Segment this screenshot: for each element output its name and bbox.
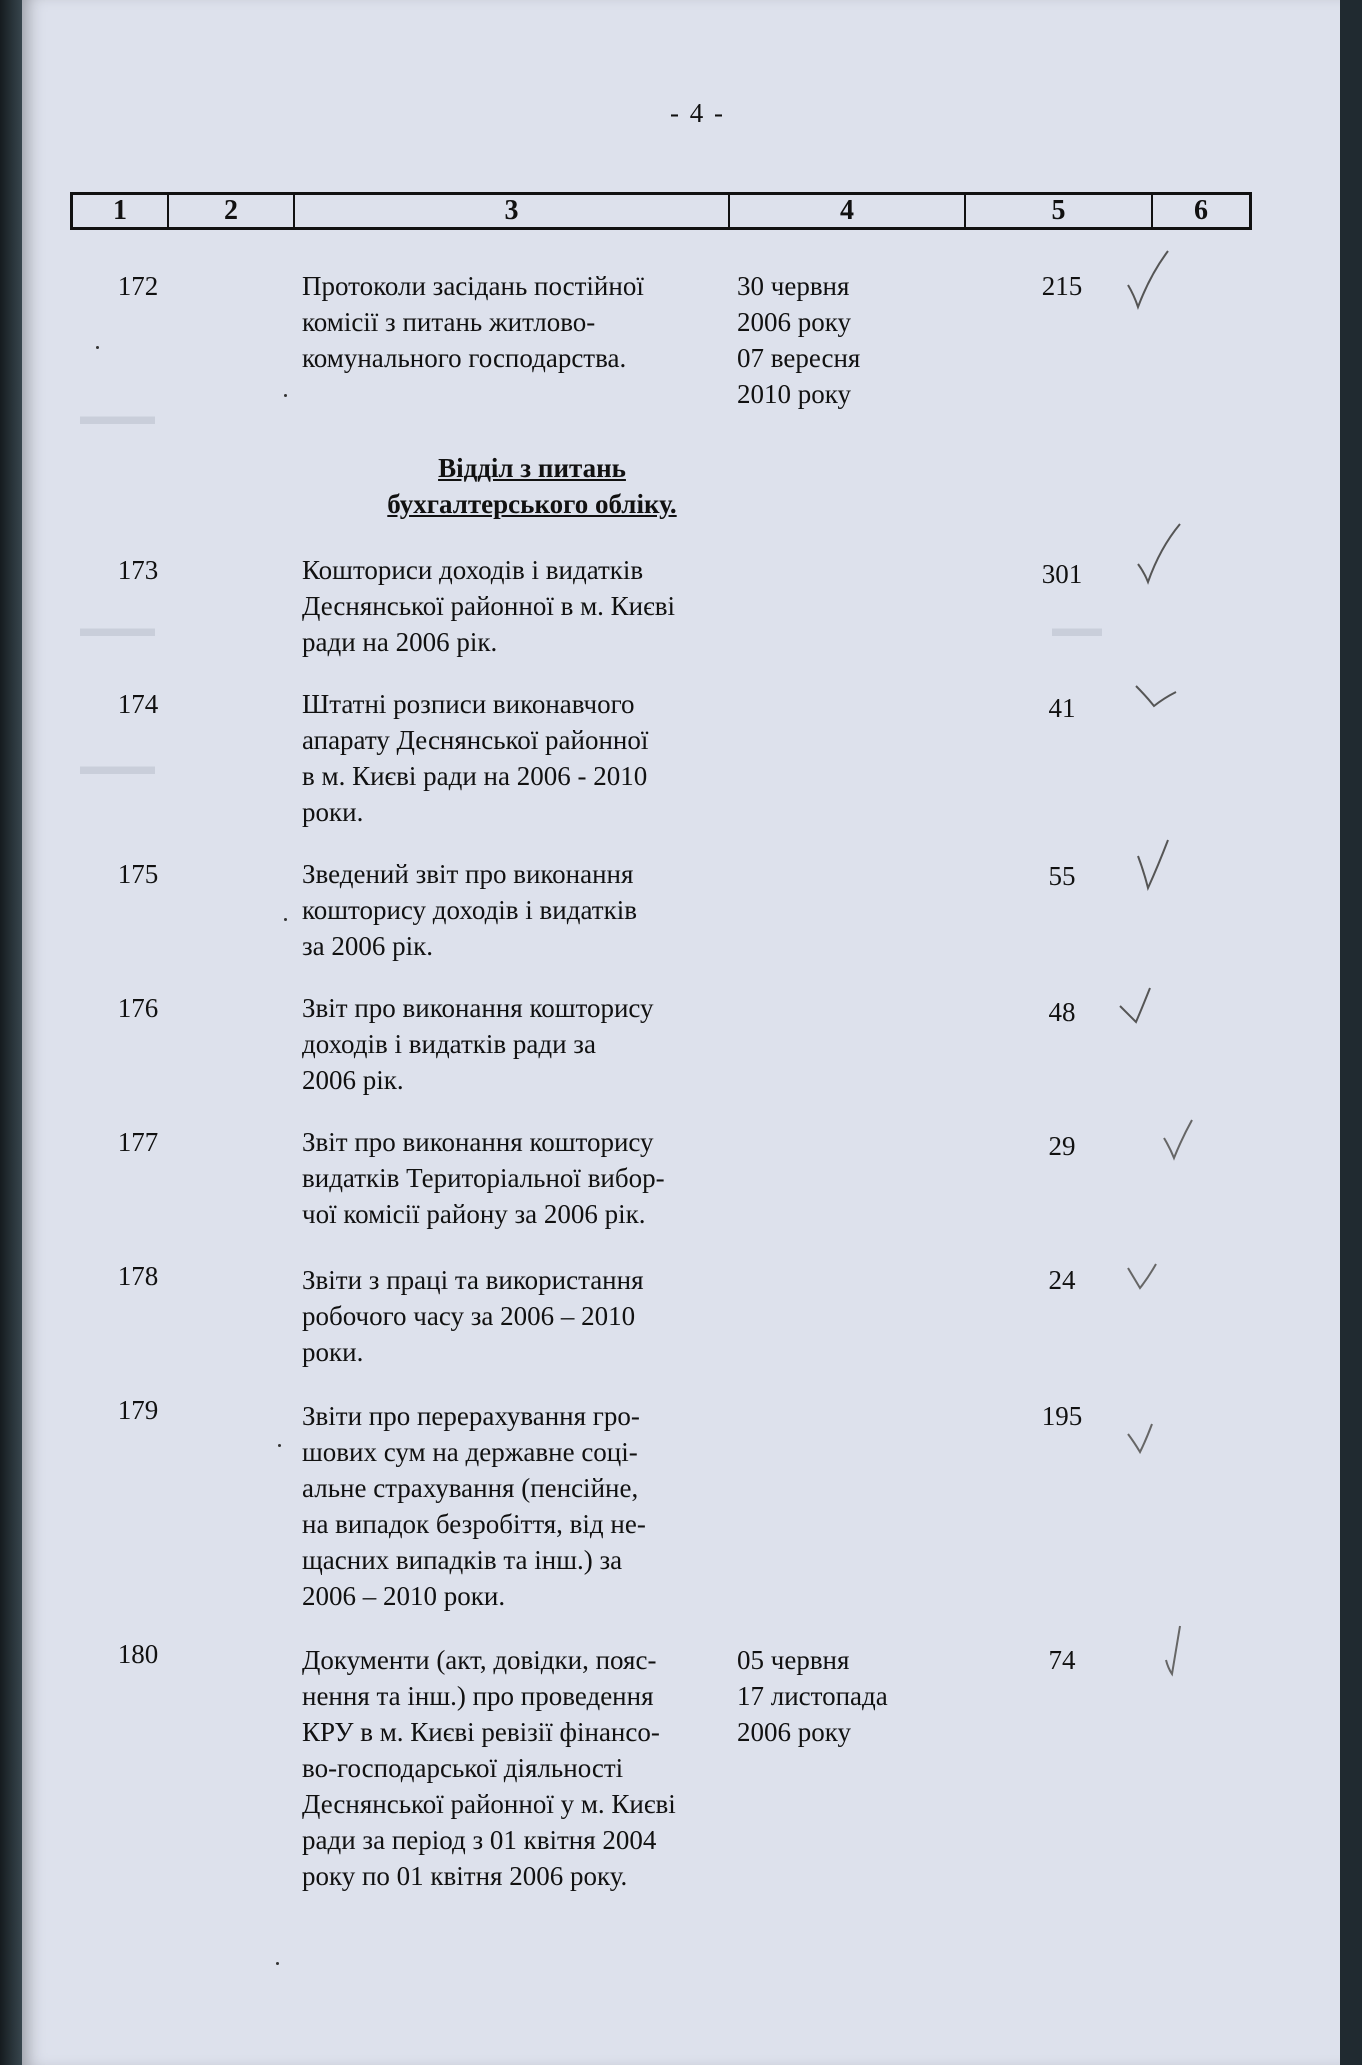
check-mark-icon [1158, 1108, 1208, 1178]
row-sheet-count: 41 [1048, 693, 1076, 723]
row-description: Штатні розписи виконавчого апарату Деснянської районної в м. Києві ради на 2006 - 2010 роки. [302, 689, 649, 827]
check-mark-icon [1122, 1250, 1172, 1320]
row-number: 177 [117, 1127, 159, 1157]
column-header-1: 1 [73, 195, 169, 227]
paper-speck [278, 1444, 281, 1447]
row-description: Зведений звіт про виконання кошторису доходів і видатків за 2006 рік. [302, 859, 637, 961]
bleed-through-mark: ▬▬▬ [80, 615, 155, 642]
paper-speck [276, 1962, 279, 1965]
bleed-through-mark: ▬▬ [1052, 615, 1102, 642]
section-heading: Відділ з питань бухгалтерського обліку. [387, 453, 677, 519]
row-sheet-count: 195 [1041, 1401, 1083, 1431]
check-mark-icon [1152, 1620, 1202, 1690]
column-header-table [70, 192, 1252, 230]
row-description: Звіти про перерахування гро- шових сум на державне соці- альне страхування (пенсійне, на випадок безробіття, від не- щасних випадків та інш.) за 2006 – 2010 роки. [302, 1401, 646, 1611]
bleed-through-mark: ▬▬▬ [80, 753, 155, 780]
row-sheet-count: 55 [1048, 861, 1076, 891]
row-dates: 05 червня 17 листопада 2006 року [737, 1645, 888, 1747]
check-mark-icon [1132, 836, 1182, 906]
column-header-4: 4 [730, 195, 966, 227]
column-header-5: 5 [966, 195, 1153, 227]
row-sheet-count: 301 [1041, 559, 1083, 589]
paper-speck [284, 918, 287, 921]
bleed-through-mark: ▬▬▬ [80, 403, 155, 430]
column-header-2: 2 [169, 195, 295, 227]
row-sheet-count: 74 [1048, 1645, 1076, 1675]
check-mark-icon [1134, 520, 1184, 590]
check-mark-icon [1122, 1410, 1172, 1480]
paper-speck [96, 346, 99, 349]
row-sheet-count: 215 [1041, 271, 1083, 301]
column-header-6: 6 [1194, 195, 1208, 226]
row-dates: 30 червня 2006 року 07 вересня 2010 року [737, 271, 861, 409]
row-sheet-count: 24 [1048, 1265, 1076, 1295]
row-description: Протоколи засідань постійної комісії з питань житлово- комунального господарства. [302, 271, 644, 373]
background-edge [0, 0, 24, 2065]
row-description: Звіт про виконання кошторису доходів і видатків ради за 2006 рік. [302, 993, 654, 1095]
row-description: Звіт про виконання кошторису видатків Територіальної вибор- чої комісії району за 2006 рік. [302, 1127, 665, 1229]
check-mark-icon [1122, 245, 1172, 315]
row-description: Звіти з праці та використання робочого часу за 2006 – 2010 роки. [302, 1265, 644, 1367]
row-number: 173 [117, 555, 159, 585]
row-sheet-count: 48 [1048, 997, 1076, 1027]
row-number: 179 [117, 1395, 159, 1425]
check-mark-icon [1114, 980, 1164, 1050]
row-number: 175 [117, 859, 159, 889]
row-number: 180 [117, 1639, 159, 1669]
check-mark-icon [1132, 672, 1182, 742]
document-page [22, 0, 1340, 2065]
column-header-3: 3 [295, 195, 730, 227]
row-number: 174 [117, 689, 159, 719]
row-number: 178 [117, 1261, 159, 1291]
page-number: - 4 - [670, 98, 725, 128]
row-number: 172 [117, 271, 159, 301]
row-description: Кошториси доходів і видатків Деснянської районної в м. Києві ради на 2006 рік. [302, 555, 675, 657]
row-sheet-count: 29 [1048, 1131, 1076, 1161]
paper-speck [284, 394, 287, 397]
row-number: 176 [117, 993, 159, 1023]
row-description: Документи (акт, довідки, пояс- нення та інш.) про проведення КРУ в м. Києві ревізії фінансо- во-господарської діяльності Деснянської районної у м. Києві ради за період з 01 квітня 2004 року по 01 квітня 2006 року. [302, 1645, 676, 1891]
